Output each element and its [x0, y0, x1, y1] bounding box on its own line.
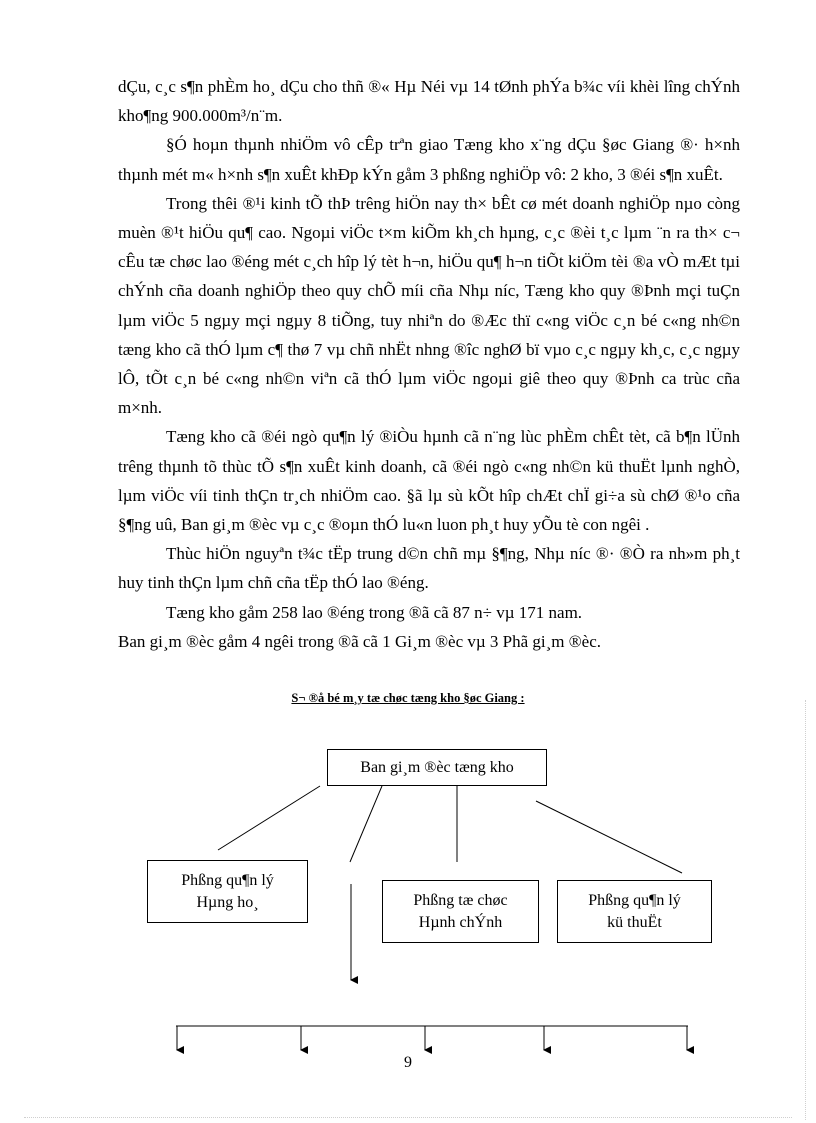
paragraph-5: Thùc hiÖn nguyªn t¾c tËp trung d©n chñ mµ §¶ng, Nhµ níc ®· ®Ò ra nh»m ph¸t huy tinh thÇn lµm chñ cña tËp thÓ lao ®éng. — [118, 544, 740, 593]
box-goods-line1: Phßng qu¶n lý — [181, 871, 274, 889]
paragraph-1: dÇu, c¸c s¶n phÈm ho¸ dÇu cho thñ ®« Hµ Néi vµ 14 tØnh phÝa b¾c víi khèi lîng chÝnh kho¶ng 900.000m³/n¨m. — [118, 77, 740, 126]
box-tech-line2: kü thuËt — [607, 913, 662, 931]
page-number: 9 — [404, 1054, 412, 1071]
paragraph-4: Tæng kho cã ®éi ngò qu¶n lý ®iÒu hµnh cã n¨ng lùc phÈm chÊt tèt, cã b¶n lÜnh trêng thµnh tõ thùc tÕ s¶n xuÊt kinh doanh, cã ®éi ngò c«ng nh©n kü thuËt lµnh nghÒ, lµm viÖc víi tinh thÇn tr¸ch nhiÖm cao. §ã lµ sù kÕt hîp chÆt chÏ gi÷a sù chØ ®¹o cña §¶ng uû, Ban gi¸m ®èc vµ c¸c ®oµn thÓ lu«n luon ph¸t huy yÕu tè con ngêi . — [118, 427, 740, 535]
diagram-title: S¬ ®å bé m¸y tæ chøc tæng kho §øc Giang : — [291, 691, 525, 705]
connector-center-left — [350, 786, 382, 862]
paragraph-3: Trong thêi ®¹i kinh tÕ thÞ trêng hiÖn nay th× bÊt cø mét doanh nghiÖp nµo còng muèn ®¹t hiÖu qu¶ cao. Ngoµi viÖc t×m kiÕm kh¸ch hµng, c¸c ®èi t¸c lµm ¨n ra th× c¬ cÊu tæ chøc lao ®éng mét c¸ch hîp lý tèt h¬n, hiÖu qu¶ h¬n tiÕt kiÖm tèi ®a vÒ mÆt tµi chÝnh cña doanh nghiÖp theo quy chÕ míi cña Nhµ níc, Tæng kho quy ®Þnh mçi tuÇn lµm viÖc 5 ngµy mçi ngµy 8 tiÕng, tuy nhiªn do ®Æc thï c«ng viÖc c¸n bé c«ng nh©n tæng kho cã thÓ lµm c¶ thø 7 vµ chñ nhËt nhng ®îc nghØ bï vµo c¸c ngµy kh¸c, c¸c ngµy lÔ, tÕt c¸n bé c«ng nh©n viªn cã thÓ lµm viÖc ngoµi giê theo quy ®Þnh ca trùc cña m×nh. — [118, 193, 740, 418]
box-organization-admin — [382, 880, 539, 943]
box-org-line1: Phßng tæ chøc — [413, 891, 508, 909]
paragraph-7: Ban gi¸m ®èc gåm 4 ngêi trong ®ã cã 1 Gi¸m ®èc vµ 3 Phã gi¸m ®èc. — [118, 631, 602, 651]
box-board-label: Ban gi¸m ®èc tæng kho — [360, 758, 514, 776]
footer-dotted-rule — [24, 1117, 792, 1118]
box-org-line2: Hµnh chÝnh — [418, 913, 503, 931]
connector-left — [218, 786, 320, 850]
paragraph-2: §Ó hoµn thµnh nhiÖm vô cÊp trªn giao Tæng kho x¨ng dÇu §øc Giang ®· h×nh thµnh mét m« h×nh s¶n xuÊt khÐp kÝn gåm 3 phßng nghiÖp vô: 2 kho, 3 ®éi s¶n xuÊt. — [118, 135, 740, 184]
box-tech-line1: Phßng qu¶n lý — [588, 891, 681, 909]
box-board-of-directors — [327, 749, 547, 786]
right-dotted-rule — [805, 700, 806, 1120]
box-goods-line2: Hµng ho¸ — [196, 893, 259, 911]
paragraph-6: Tæng kho gåm 258 lao ®éng trong ®ã cã 87 n÷ vµ 171 nam. — [166, 602, 583, 622]
connector-right — [536, 801, 682, 873]
box-technical-management — [557, 880, 712, 943]
box-goods-management — [147, 860, 308, 923]
